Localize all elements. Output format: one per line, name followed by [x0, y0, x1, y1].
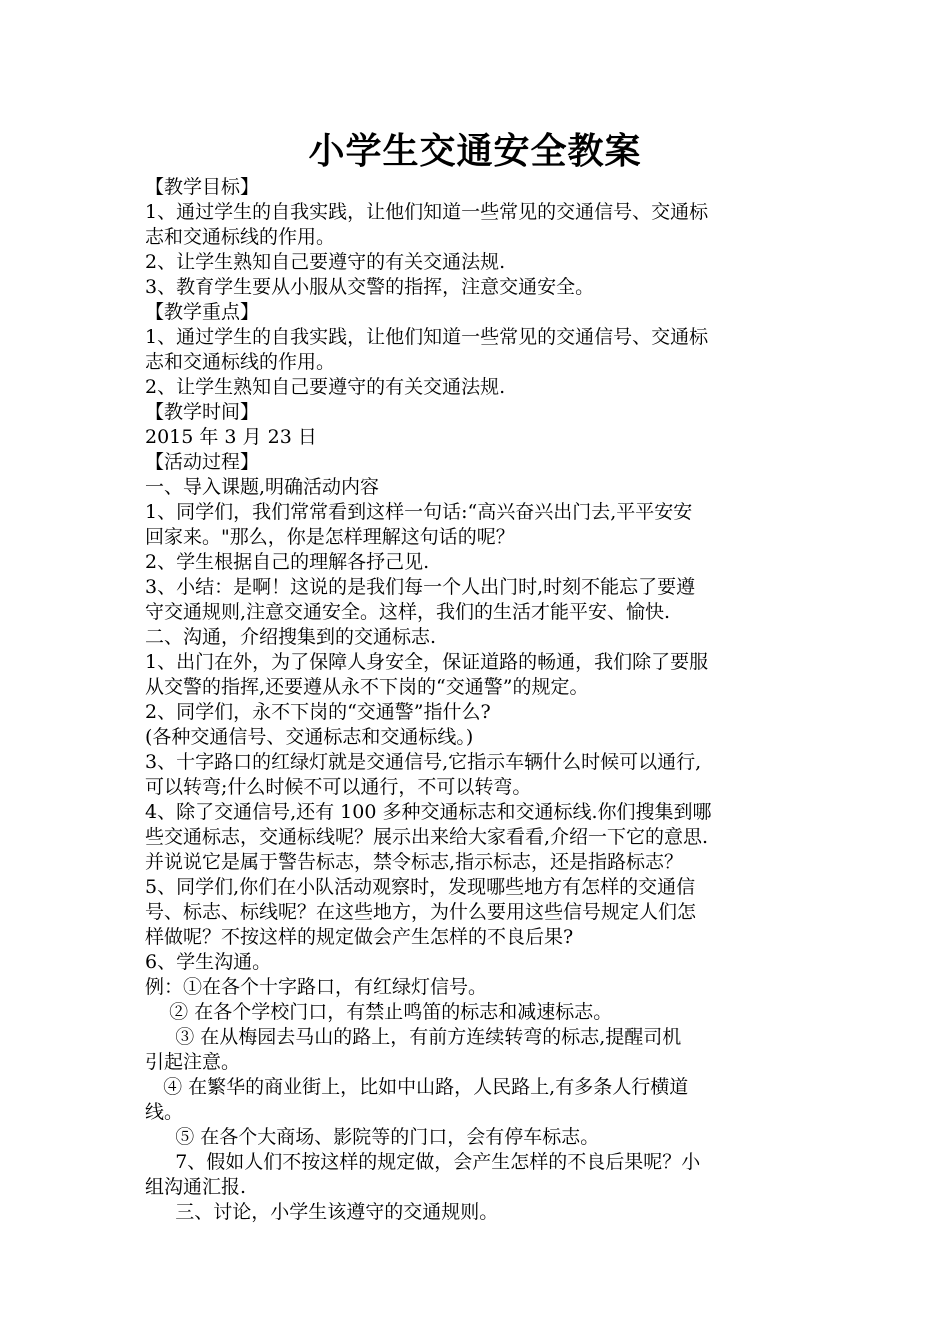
text-line: ② 在各个学校门口，有禁止鸣笛的标志和减速标志。: [145, 1001, 613, 1023]
text-line: 5、同学们,你们在小队活动观察时，发现哪些地方有怎样的交通信: [145, 876, 696, 898]
text-line: 1、出门在外，为了保障人身安全，保证道路的畅通，我们除了要服: [145, 651, 709, 673]
text-line: 1、通过学生的自我实践，让他们知道一些常见的交通信号、交通标: [145, 326, 709, 348]
text-line: 6、学生沟通。: [145, 951, 272, 973]
text-line: 志和交通标线的作用。: [145, 351, 336, 373]
text-line: 2、同学们，永不下岗的“交通警”指什么?: [145, 701, 491, 723]
text-line: 回家来。"那么，你是怎样理解这句话的呢？: [145, 526, 515, 548]
text-line: 号、标志、标线呢？在这些地方，为什么要用这些信号规定人们怎: [145, 901, 697, 923]
text-line: ④ 在繁华的商业街上，比如中山路，人民路上,有多条人行横道: [145, 1076, 689, 1098]
text-line: 3、教育学生要从小服从交警的指挥，注意交通安全。: [145, 276, 595, 298]
text-line: 2015 年 3 月 23 日: [145, 426, 317, 448]
text-line: 7、假如人们不按这样的规定做，会产生怎样的不良后果呢？小: [145, 1151, 701, 1173]
text-line: 一、导入课题,明确活动内容: [145, 476, 380, 498]
text-line: (各种交通信号、交通标志和交通标线。): [145, 726, 474, 748]
text-line: 1、通过学生的自我实践，让他们知道一些常见的交通信号、交通标: [145, 201, 709, 223]
text-line: 2、学生根据自己的理解各抒己见.: [145, 551, 430, 573]
text-line: 3、小结：是啊！这说的是我们每一个人出门时,时刻不能忘了要遵: [145, 576, 696, 598]
text-line: 引起注意。: [145, 1051, 241, 1073]
text-line: 【活动过程】: [145, 451, 260, 473]
text-line: 【教学目标】: [145, 176, 260, 198]
text-line: 守交通规则,注意交通安全。这样，我们的生活才能平安、愉快.: [145, 601, 671, 623]
text-line: 3、十字路口的红绿灯就是交通信号,它指示车辆什么时候可以通行,: [145, 751, 702, 773]
text-line: 二、沟通，介绍搜集到的交通标志.: [145, 626, 437, 648]
text-line: 1、同学们，我们常常看到这样一句话:“高兴奋兴出门去,平平安安: [145, 501, 693, 523]
document-title: 小学生交通安全教案: [308, 130, 642, 172]
text-line: 例：①在各个十字路口，有红绿灯信号。: [145, 976, 488, 998]
text-line: 组沟通汇报.: [145, 1176, 247, 1198]
text-line: 【教学时间】: [145, 401, 260, 423]
text-line: 并说说它是属于警告标志，禁令标志,指示标志，还是指路标志？: [145, 851, 684, 873]
text-line: 从交警的指挥,还要遵从永不下岗的“交通警”的规定。: [145, 676, 589, 698]
text-line: 志和交通标线的作用。: [145, 226, 336, 248]
text-line: 可以转弯;什么时候不可以通行，不可以转弯。: [145, 776, 532, 798]
document-body: [145, 175, 810, 1225]
text-line: 线。: [145, 1101, 184, 1123]
text-line: ⑤ 在各个大商场、影院等的门口，会有停车标志。: [145, 1126, 600, 1148]
text-line: 2、让学生熟知自己要遵守的有关交通法规.: [145, 251, 506, 273]
text-line: 样做呢？不按这样的规定做会产生怎样的不良后果?: [145, 926, 574, 948]
text-line: 【教学重点】: [145, 301, 260, 323]
text-line: ③ 在从梅园去马山的路上，有前方连续转弯的标志,提醒司机: [145, 1026, 682, 1048]
text-line: 三、讨论，小学生该遵守的交通规则。: [145, 1201, 499, 1223]
text-line: 些交通标志，交通标线呢？展示出来给大家看看,介绍一下它的意思.: [145, 826, 709, 848]
text-line: 2、让学生熟知自己要遵守的有关交通法规.: [145, 376, 506, 398]
text-line: 4、除了交通信号,还有 100 多种交通标志和交通标线.你们搜集到哪: [145, 801, 712, 823]
